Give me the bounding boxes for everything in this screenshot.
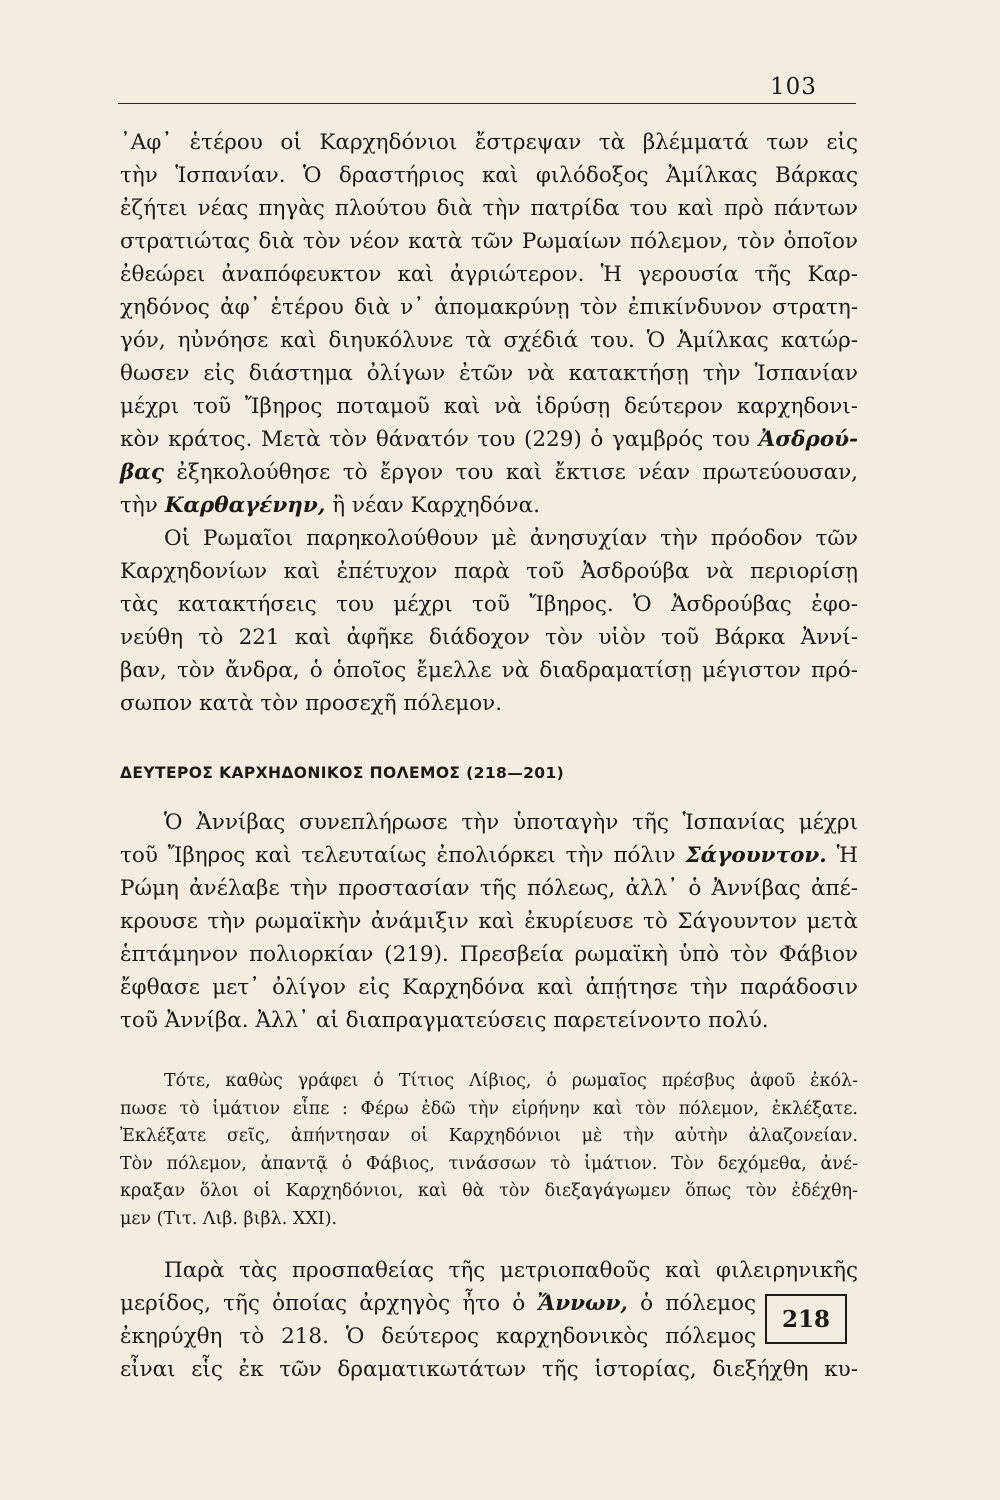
name-sagountos: Σάγουντον.	[685, 843, 827, 868]
paragraph-war-declared	[120, 1254, 858, 1386]
text-line: Καρχηδονίων καὶ ἐπέτυχον παρὰ τοῦ Ἀσδρούβα νὰ περιορίσῃ	[120, 559, 858, 584]
text-segment: μερίδος, τῆς ὁποίας ἀρχηγὸς ἦτο ὁ	[120, 1291, 526, 1316]
quote-block	[120, 1068, 858, 1233]
text-line: Παρὰ τὰς προσπαθείας τῆς μετριοπαθοῦς καὶ φιλειρηνικῆς	[164, 1258, 858, 1283]
text-line: τὰς κατακτήσεις του μέχρι τοῦ Ἴβηρος. Ὁ Ἀσδρούβας ἐφο-	[120, 592, 858, 617]
text-line: ἑπτάμηνον πολιορκίαν (219). Πρεσβεία ρωμαϊκὴ ὑπὸ τὸν Φάβιον	[120, 942, 858, 967]
quote-line: Τότε, καθὼς γράφει ὁ Τίτιος Λίβιος, ὁ ρωμαῖος πρέσβυς ἀφοῦ ἐκόλ-	[164, 1071, 858, 1091]
text-line: ἔφθασε μετ᾿ ὀλίγον εἰς Καρχηδόνα καὶ ἀπῄτησε τὴν παράδοσιν	[120, 975, 858, 1000]
text-line: τὴν Ἱσπανίαν. Ὁ δραστήριος καὶ φιλόδοξος Ἀμίλκας Βάρκας	[120, 163, 858, 188]
name-asdrouvas-part2: βας	[120, 460, 164, 485]
name-karthagena: Καρθαγένην,	[164, 493, 326, 518]
text-line	[120, 423, 858, 456]
text-line: ἐκηρύχθη τὸ 218. Ὁ δεύτερος καρχηδονικὸς πόλεμος	[120, 1324, 756, 1349]
text-segment: τὴν	[120, 493, 158, 518]
quote-line: Τὸν πόλεμον, ἀπαντᾷ ὁ Φάβιος, τινάσσων τὸ ἱμάτιον. Τὸν δεχόμεθα, ἀνέ-	[120, 1153, 858, 1174]
paragraph-hannibal	[120, 806, 858, 1037]
text-segment: κὸν κράτος. Μετὰ τὸν θάνατόν του (229) ὁ γαμβρός του	[120, 427, 750, 452]
text-line: τοῦ Ἀννίβα. Ἀλλ᾿ αἱ διαπραγματεύσεις παρετείνοντο πολύ.	[120, 1008, 769, 1033]
text-segment: ἐξηκολούθησε τὸ ἔργον του καὶ ἔκτισε νέαν πρωτεύουσαν,	[176, 460, 858, 485]
quote-line: κραξαν ὅλοι οἱ Καρχηδόνιοι, καὶ θὰ τὸν διεξαγάγωμεν ὅπως τὸν ἐδέχθη-	[120, 1181, 858, 1201]
text-line: ᾿Αφ᾿ ἑτέρου οἱ Καρχηδόνιοι ἔστρεψαν τὰ βλέμματά των εἰς	[120, 130, 858, 155]
name-asdrouvas-part1: Ἀσδρού-	[758, 427, 858, 452]
name-annon: Ἄννων,	[537, 1291, 628, 1316]
text-line: Οἱ Ρωμαῖοι παρηκολούθουν μὲ ἀνησυχίαν τὴν πρόοδον τῶν	[164, 526, 858, 551]
paragraph-carthage-spain	[120, 126, 858, 720]
text-line: ἐθεώρει ἀναπόφευκτον καὶ ἀγριώτερον. Ἡ γερουσία τῆς Καρ-	[120, 262, 858, 287]
text-segment: ἢ νέαν Καρχηδόνα.	[332, 493, 540, 518]
header-rule	[118, 103, 856, 104]
text-line: Ρώμη ἀνέλαβε τὴν προστασίαν τῆς πόλεως, ἀλλ᾿ ὁ Ἀννίβας ἀπέ-	[120, 876, 858, 901]
text-line: μέχρι τοῦ Ἴβηρος ποταμοῦ καὶ νὰ ἱδρύσῃ δεύτερον καρχηδονι-	[120, 394, 858, 419]
text-line: Ὁ Ἀννίβας συνεπλήρωσε τὴν ὑποταγὴν τῆς Ἱσπανίας μέχρι	[164, 810, 858, 835]
text-line	[120, 1287, 756, 1320]
quote-line: πωσε τὸ ἱμάτιον εἶπε : Φέρω ἐδῶ τὴν εἰρήνην καὶ τὸν πόλεμον, ἐκλέξατε.	[120, 1098, 858, 1119]
text-line: στρατιώτας διὰ τὸν νέον κατὰ τῶν Ρωμαίων πόλεμον, τὸν ὁποῖον	[120, 229, 858, 254]
text-segment: τοῦ Ἴβηρος καὶ τελευταίως ἐπολιόρκει τὴν πόλιν	[120, 843, 676, 868]
text-line	[120, 839, 858, 872]
text-segment: ὁ πόλεμος	[640, 1291, 756, 1316]
text-line: θωσεν εἰς διάστημα ὀλίγων ἐτῶν νὰ κατακτήσῃ τὴν Ἱσπανίαν	[120, 361, 858, 386]
text-line: εἶναι εἷς ἐκ τῶν δραματικωτάτων τῆς ἱστορίας, διεξήχθη κυ-	[120, 1357, 858, 1382]
text-line: βαν, τὸν ἄνδρα, ὁ ὁποῖος ἔμελλε νὰ διαδραματίσῃ μέγιστον πρό-	[120, 658, 858, 683]
paragraph-3	[120, 806, 858, 1037]
text-segment: Ἡ	[836, 843, 859, 868]
text-line	[120, 456, 858, 489]
margin-year-note: 218	[765, 1294, 847, 1344]
quote-line: μεν (Τιτ. Λιβ. βιβλ. XXI).	[120, 1208, 338, 1229]
paragraph-1	[120, 126, 858, 522]
text-line	[120, 489, 858, 522]
section-heading: ΔΕΥΤΕΡΟΣ ΚΑΡΧΗΔΟΝΙΚΟΣ ΠΟΛΕΜΟΣ (218—201)	[120, 764, 565, 782]
paragraph-2	[120, 522, 858, 720]
text-line: ἐζήτει νέας πηγὰς πλούτου διὰ τὴν πατρίδα του καὶ πρὸ πάντων	[120, 196, 858, 221]
text-line: γόν, ηὐνόησε καὶ διηυκόλυνε τὰ σχέδιά του. Ὁ Ἀμίλκας κατώρ-	[120, 328, 858, 353]
quote-line: Ἐκλέξατε σεῖς, ἀπήντησαν οἱ Καρχηδόνιοι μὲ τὴν αὐτὴν ἀλαζονείαν.	[120, 1126, 858, 1146]
text-line: νεύθη τὸ 221 καὶ ἀφῆκε διάδοχον τὸν υἱὸν τοῦ Βάρκα Ἀννί-	[120, 625, 858, 650]
paragraph-4	[120, 1254, 858, 1386]
page-number: 103	[770, 74, 817, 100]
text-line: κρουσε τὴν ρωμαϊκὴν ἀνάμιξιν καὶ ἐκυρίευσε τὸ Σάγουντον μετὰ	[120, 909, 858, 934]
text-line: χηδόνος ἀφ᾿ ἑτέρου διὰ ν᾿ ἀπομακρύνῃ τὸν ἐπικίνδυνον στρατη-	[120, 295, 858, 320]
text-line: σωπον κατὰ τὸν προσεχῆ πόλεμον.	[120, 691, 503, 716]
